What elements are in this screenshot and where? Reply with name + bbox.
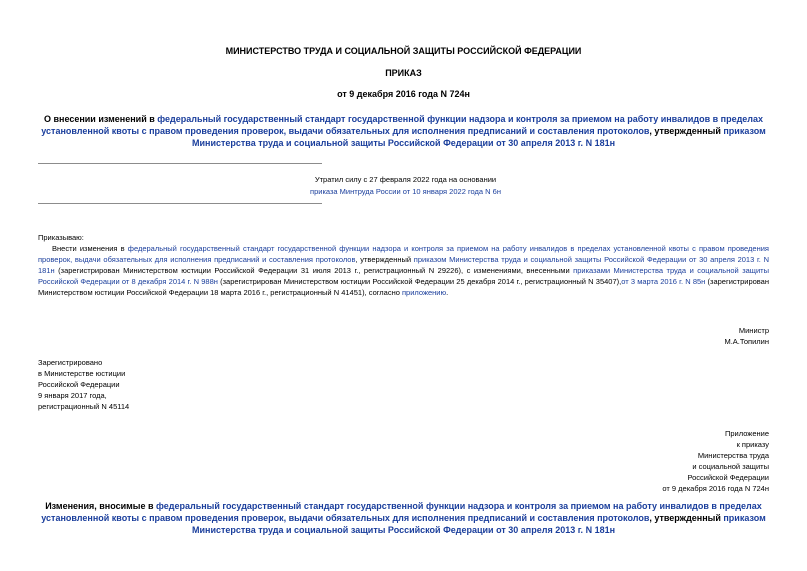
title-link-order-181n[interactable]: приказом Министерства труда и социальной защиты Российской Федерации от 30 апреля 2013 г. N 181н xyxy=(191,126,766,148)
appendix-title-prefix: Изменения, вносимые в xyxy=(45,501,157,511)
paragraph-link-order-181n[interactable]: приказом Министерства труда и социальной защиты Российской Федерации от 30 апреля 2013 г. N 181н xyxy=(38,255,769,275)
document-title xyxy=(38,113,769,149)
document-date-number: от 9 декабря 2016 года N 724н xyxy=(337,89,470,99)
status-note-link[interactable]: приказа Минтруда России от 10 января 2022 года N 6н xyxy=(310,187,501,196)
title-prefix: О внесении изменений в xyxy=(43,114,158,124)
paragraph-link-appendix[interactable]: приложению xyxy=(402,288,447,297)
appendix-line-5: Российской Федерации xyxy=(687,473,769,482)
divider-bottom xyxy=(38,203,322,204)
appendix-title-mid: , утвержденный xyxy=(649,513,724,523)
order-body xyxy=(38,232,769,298)
appendix-line-6: от 9 декабря 2016 года N 724н xyxy=(662,484,769,493)
appendix-title-link-standard[interactable]: федеральный государственный стандарт государственной функции надзора и контроля за приемом на работу инвалидов в пределах установленной квоты с правом проведения проверок, выдачи обязательных для исполнения предписаний и составления протоколов xyxy=(41,501,762,523)
registration-line-2: в Министерстве юстиции xyxy=(38,369,126,378)
registration-line-5: регистрационный N 45114 xyxy=(38,402,130,411)
paragraph-text-4: (зарегистрирован Министерством юстиции Российской Федерации 25 декабря 2014 г., регистрационный N 35407), xyxy=(217,277,622,286)
appendix-line-1: Приложение xyxy=(725,429,769,438)
signer-position: Министр xyxy=(738,326,769,335)
divider-top xyxy=(38,163,322,164)
appendix-line-2: к приказу xyxy=(736,440,769,449)
ministry-heading: МИНИСТЕРСТВО ТРУДА И СОЦИАЛЬНОЙ ЗАЩИТЫ РОССИЙСКОЙ ФЕДЕРАЦИИ xyxy=(225,46,582,56)
registration-line-4: 9 января 2017 года, xyxy=(38,391,107,400)
order-word: Приказываю: xyxy=(38,233,84,242)
order-paragraph xyxy=(38,243,769,298)
paragraph-text-start: Внести изменения в xyxy=(52,244,128,253)
signer-name: М.А.Топилин xyxy=(724,337,769,346)
appendix-line-3: Министерства труда xyxy=(697,451,769,460)
appendix-title-link-order-181n[interactable]: приказом Министерства труда и социальной защиты Российской Федерации от 30 апреля 2013 г. N 181н xyxy=(191,513,766,535)
status-note-text: Утратил силу с 27 февраля 2022 года на основании xyxy=(314,175,497,184)
title-mid: , утвержденный xyxy=(649,126,724,136)
paragraph-text-3: (зарегистрирован Министерством юстиции Российской Федерации 31 июля 2013 г., регистрационный N 29226), с изменениями, внесенными xyxy=(54,266,574,275)
appendix-line-4: и социальной защиты xyxy=(692,462,769,471)
paragraph-text-5: (зарегистрирован Министерством юстиции Российской Федерации 18 марта 2016 г., регистрационный N 41451), согласно xyxy=(38,277,769,297)
appendix-block xyxy=(662,428,769,494)
paragraph-link-order-988n[interactable]: приказами Министерства труда и социальной защиты Российской Федерации от 8 декабря 2014 г. N 988н xyxy=(38,266,769,286)
paragraph-text-2: , утвержденный xyxy=(355,255,414,264)
paragraph-link-order-85n[interactable]: от 3 марта 2016 г. N 85н xyxy=(621,277,706,286)
registration-line-1: Зарегистрировано xyxy=(38,358,103,367)
title-link-standard[interactable]: федеральный государственный стандарт государственной функции надзора и контроля за приемом на работу инвалидов в пределах установленной квоты с правом проведения проверок, выдачи обязательных для исполнения предписаний и составления протоколов xyxy=(41,114,764,136)
paragraph-text-end: . xyxy=(446,288,449,297)
status-note xyxy=(300,174,511,198)
registration-block xyxy=(38,357,129,412)
signer-block xyxy=(724,325,769,347)
document-type-heading: ПРИКАЗ xyxy=(385,68,422,78)
paragraph-link-standard[interactable]: федеральный государственный стандарт государственной функции надзора и контроля за приемом на работу инвалидов в пределах установленной квоты с правом проведения проверок, выдачи обязательных для исполнения предписаний и составления протоколов xyxy=(38,244,769,264)
registration-line-3: Российской Федерации xyxy=(38,380,120,389)
appendix-title xyxy=(38,500,769,536)
